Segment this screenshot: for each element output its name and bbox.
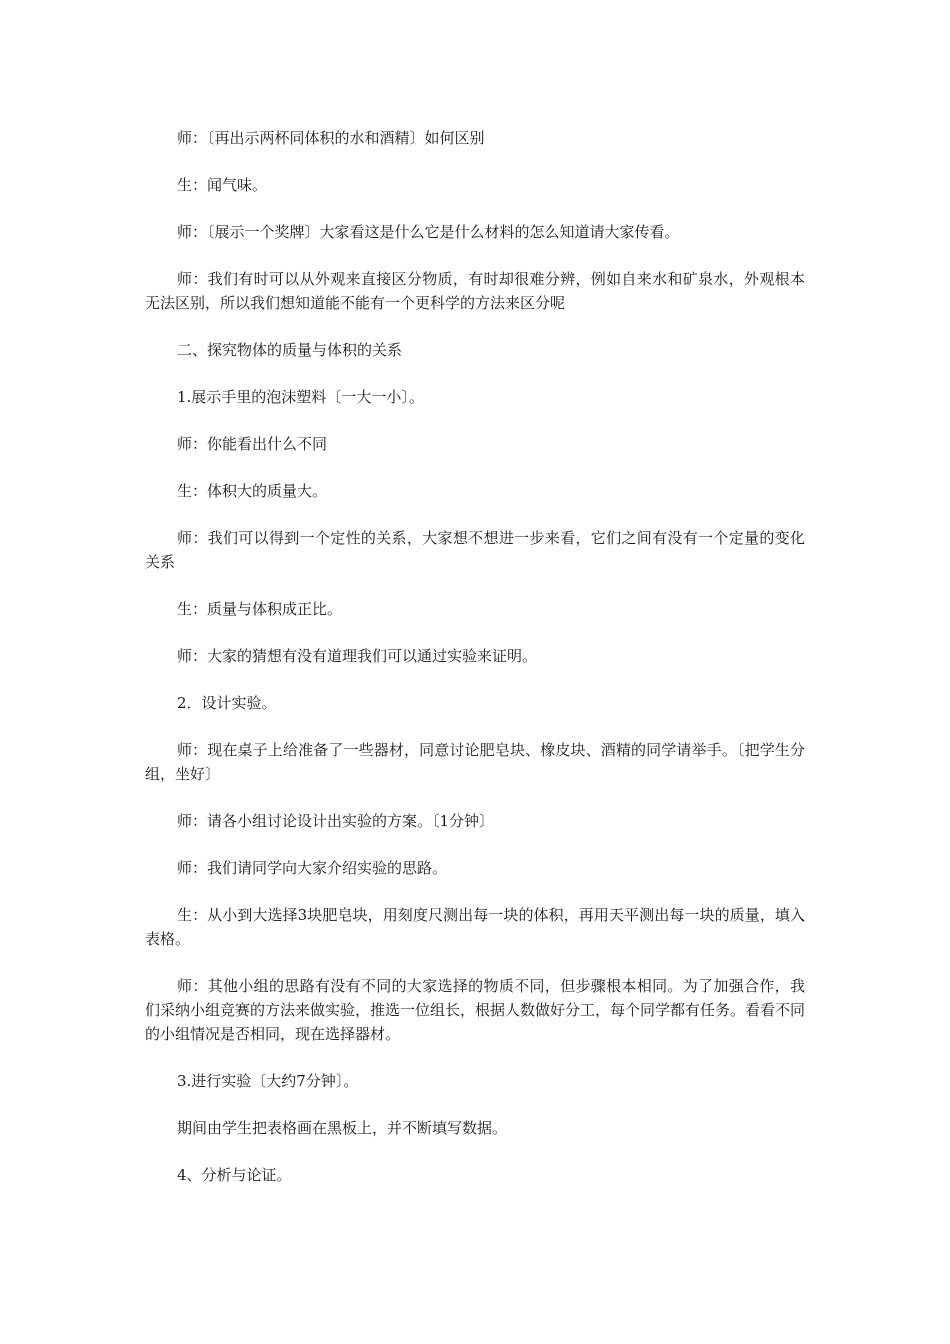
- paragraph: 3.进行实验〔大约7分钟〕。: [177, 1072, 359, 1090]
- paragraph: 师：我们有时可以从外观来直接区分物质，有时却很难分辨，例如自来水和矿泉水，外观根本无法区别，所以我们想知道能不能有一个更科学的方法来区分呢: [145, 270, 805, 312]
- paragraph: 生：体积大的质量大。: [177, 482, 328, 500]
- paragraph: 1.展示手里的泡沫塑料〔一大一小〕。: [177, 388, 424, 406]
- paragraph: 师：〔再出示两杯同体积的水和酒精〕如何区别: [177, 129, 485, 147]
- paragraph: 生：从小到大选择3块肥皂块，用刻度尺测出每一块的体积，再用天平测出每一块的质量，填入表格。: [145, 906, 805, 948]
- paragraph: 生：质量与体积成正比。: [177, 600, 343, 618]
- paragraph: 期间由学生把表格画在黑板上，并不断填写数据。: [177, 1119, 508, 1137]
- section-heading: 二、探究物体的质量与体积的关系: [177, 341, 403, 359]
- paragraph: 2．设计实验。: [177, 694, 277, 712]
- paragraph: 师：其他小组的思路有没有不同的大家选择的物质不同，但步骤根本相同。为了加强合作，我们采纳小组竞赛的方法来做实验，推选一位组长，根据人数做好分工，每个同学都有任务。看看不同的小组情况是否相同，现在选择器材。: [145, 977, 806, 1043]
- paragraph: 师：现在桌子上给准备了一些器材，同意讨论肥皂块、橡皮块、酒精的同学请举手。〔把学生分组，坐好〕: [145, 741, 805, 783]
- paragraph: 生：闻气味。: [177, 176, 268, 194]
- paragraph: 师：请各小组讨论设计出实验的方案。〔1分钟〕: [177, 812, 495, 830]
- paragraph: 师：你能看出什么不同: [177, 435, 328, 453]
- paragraph: 师：我们可以得到一个定性的关系，大家想不想进一步来看，它们之间有没有一个定量的变化关系: [145, 529, 805, 571]
- paragraph: 师：〔展示一个奖牌〕大家看这是什么它是什么材料的怎么知道请大家传看。: [177, 223, 680, 241]
- paragraph: 4、分析与论证。: [177, 1166, 292, 1184]
- document-body: [145, 126, 805, 1210]
- paragraph: 师：大家的猜想有没有道理我们可以通过实验来证明。: [177, 647, 538, 665]
- paragraph: 师：我们请同学向大家介绍实验的思路。: [177, 859, 448, 877]
